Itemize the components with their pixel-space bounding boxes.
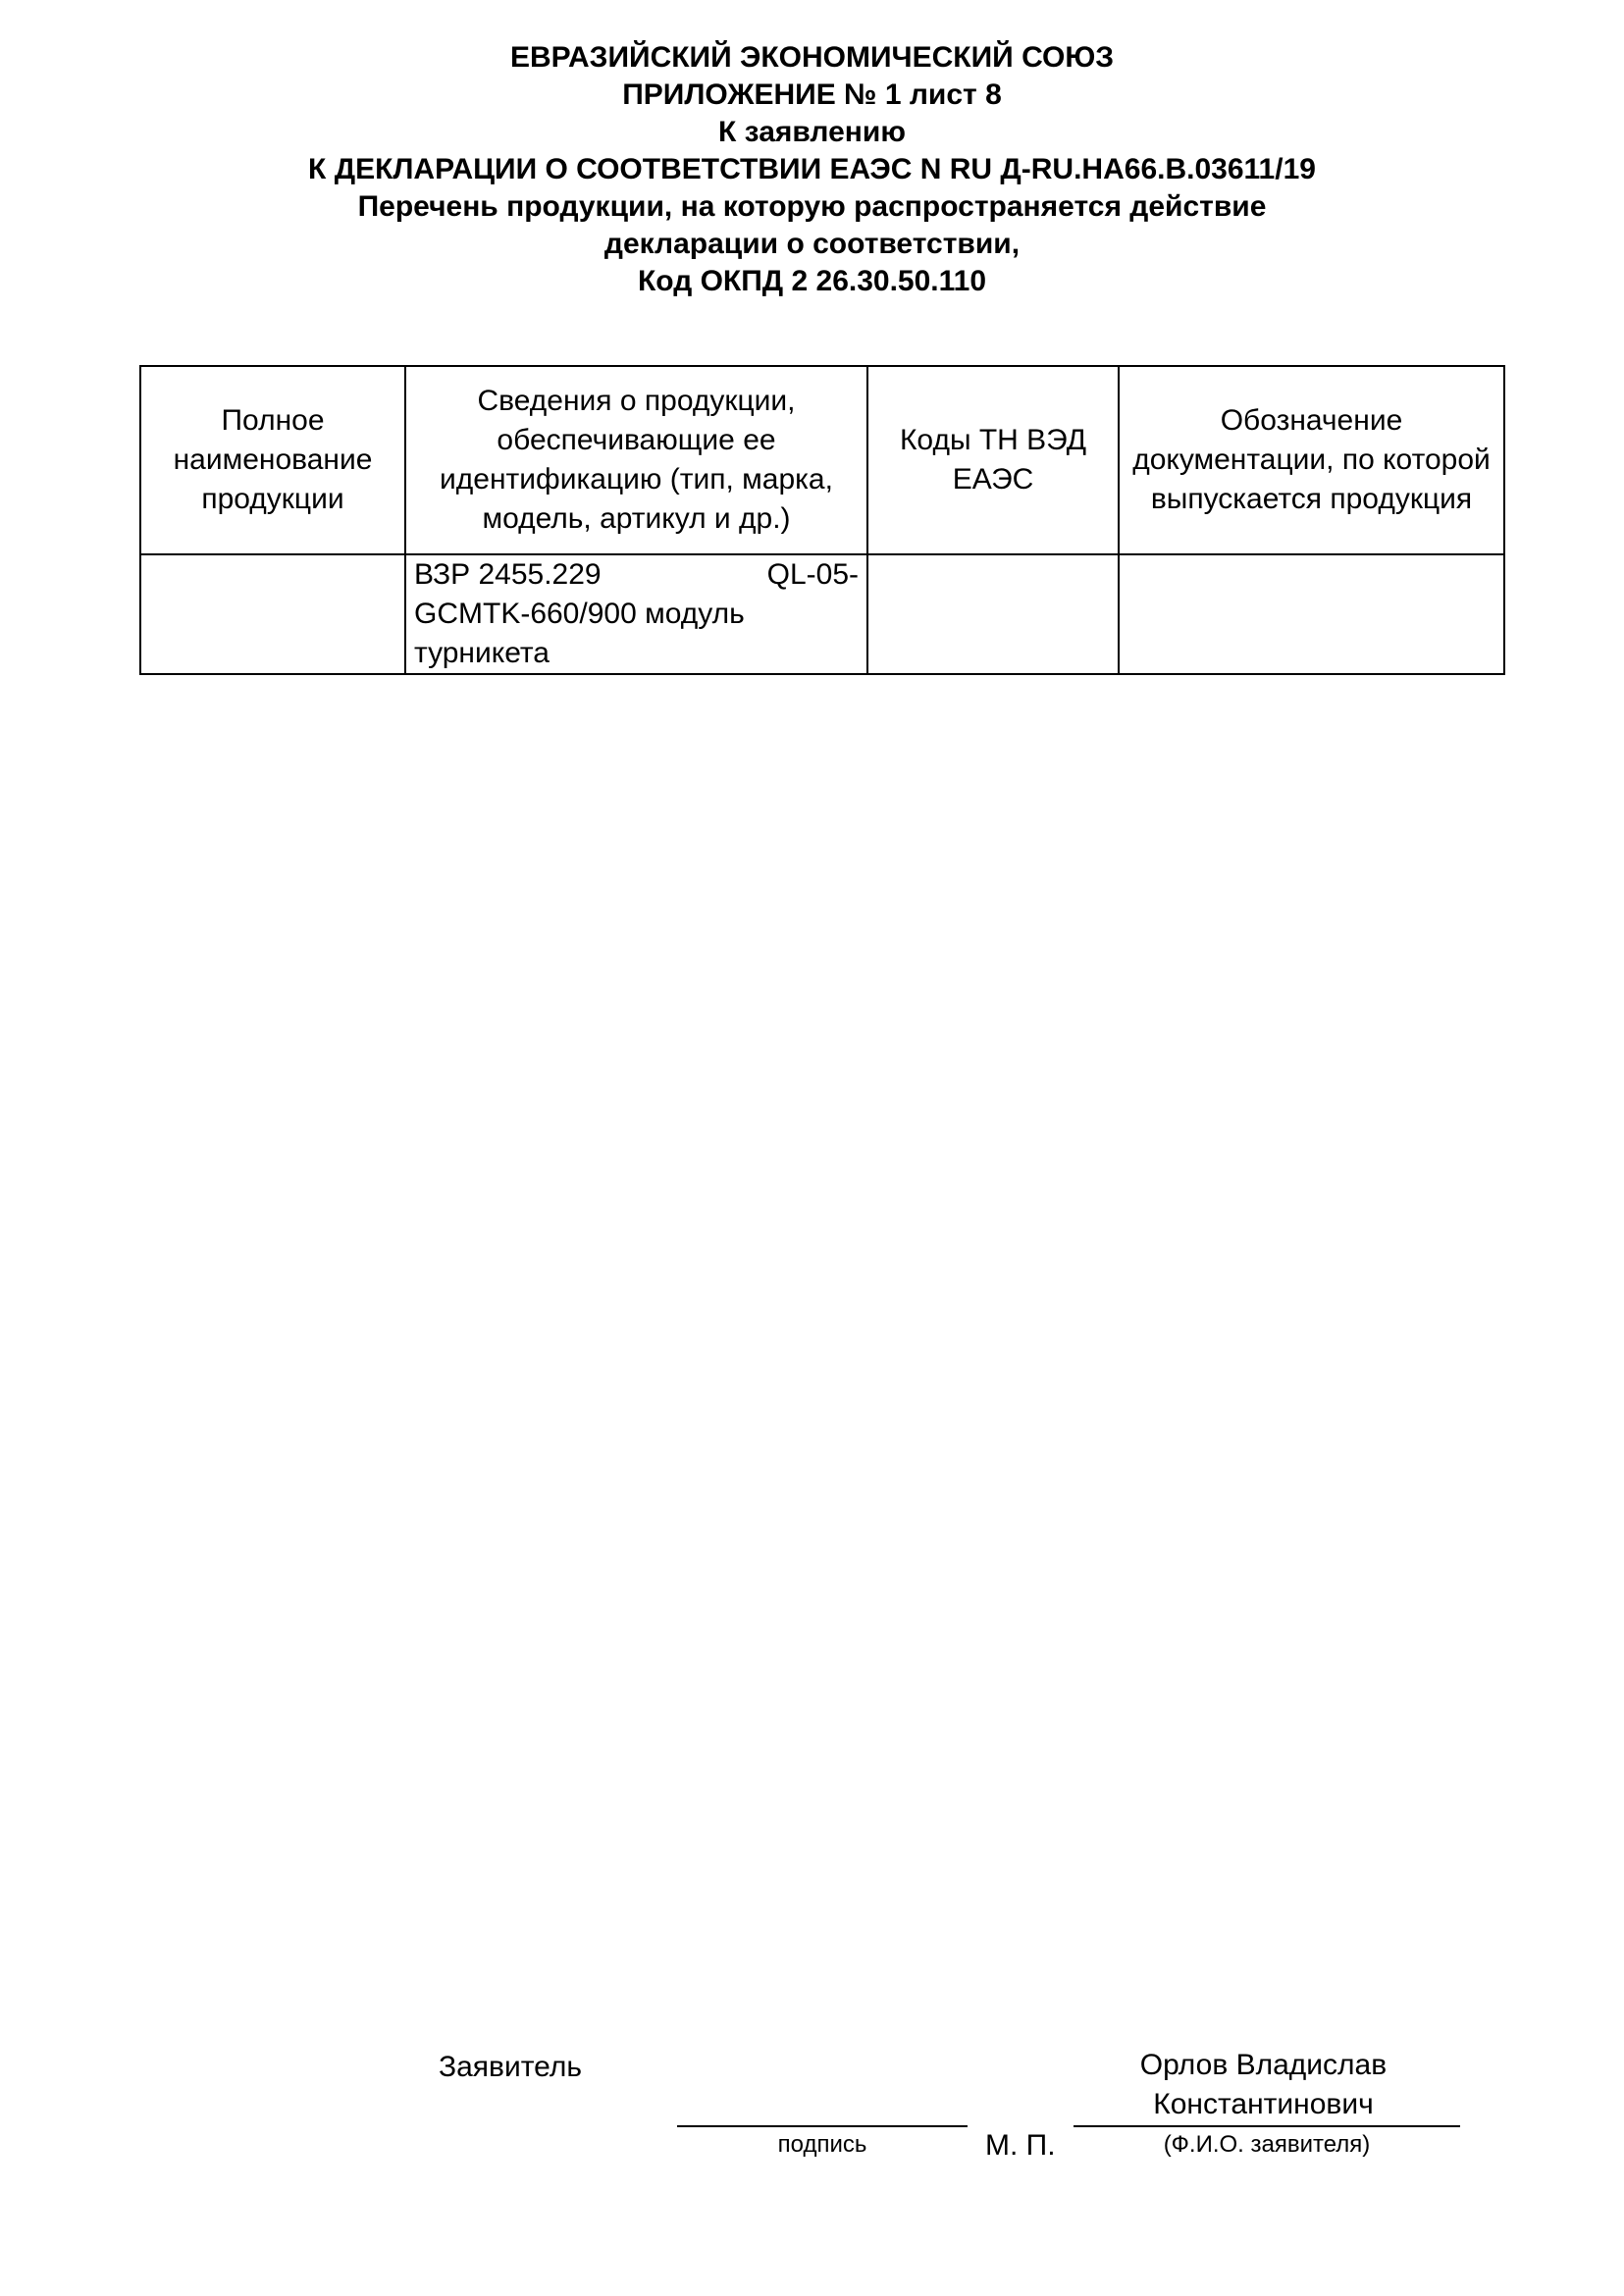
cell-product-name [140,554,405,674]
header-okpd-code: Код ОКПД 2 26.30.50.110 [637,265,987,297]
cell-tnved-codes [867,554,1119,674]
column-header-product-info: Сведения о продукции, обеспечивающие ее идентификацию (тип, марка, модель, артикул и др.) [405,366,867,554]
stamp-label: М. П. [985,2129,1056,2162]
name-caption: (Ф.И.О. заявителя) [1163,2131,1371,2158]
header-to-application: К заявлению [718,116,906,148]
applicant-name-line1: Орлов Владислав [1139,2049,1388,2081]
applicant-label: Заявитель [439,2051,582,2083]
name-line [1074,2125,1460,2127]
column-header-tnved-codes: Коды ТН ВЭД ЕАЭС [867,366,1119,554]
column-header-documentation: Обозначение документации, по которой выпускается продукция [1119,366,1504,554]
table-header-row [140,366,1504,554]
product-table [139,365,1505,675]
signature-line [677,2125,968,2127]
header-declaration-number: К ДЕКЛАРАЦИИ О СООТВЕТСТВИИ ЕАЭС N RU Д-RU.НА66.В.03611/19 [308,153,1316,185]
product-info-first-line [414,555,859,595]
applicant-name-line2: Константинович [1153,2088,1374,2120]
product-model-prefix: QL-05- [766,558,859,591]
column-header-product-name: Полное наименование продукции [140,366,405,554]
cell-documentation [1119,554,1504,674]
signature-caption: подпись [777,2131,867,2158]
header-union-title: ЕВРАЗИЙСКИЙ ЭКОНОМИЧЕСКИЙ СОЮЗ [509,41,1115,74]
product-model-code: ВЗР 2455.229 [414,558,602,591]
product-model-description: GCMTK-660/900 модуль турникета [414,598,745,669]
header-list-title-cont: декларации о соответствии, [603,228,1021,260]
header-list-title: Перечень продукции, на которую распространяется действие [357,190,1267,223]
table-row [140,554,1504,674]
document-header [0,39,1624,300]
cell-product-info [405,554,867,674]
header-appendix-title: ПРИЛОЖЕНИЕ № 1 лист 8 [622,78,1002,111]
